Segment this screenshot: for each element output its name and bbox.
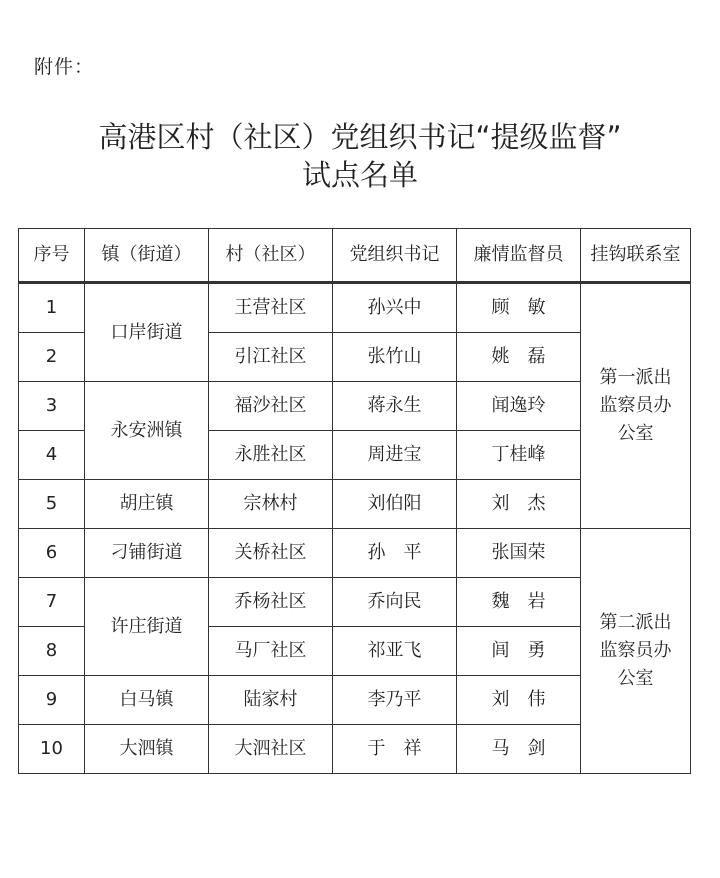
- pilot-list-table: [18, 228, 691, 774]
- village-cell: 乔杨社区: [209, 578, 333, 627]
- secretary-cell: 张竹山: [333, 333, 457, 382]
- town-cell: 白马镇: [85, 676, 209, 725]
- village-cell: 王营社区: [209, 283, 333, 333]
- table-row: [19, 283, 691, 333]
- serial-number-cell: 5: [19, 480, 85, 529]
- supervisor-cell: 丁桂峰: [457, 431, 581, 480]
- supervisor-cell: 魏 岩: [457, 578, 581, 627]
- village-cell: 福沙社区: [209, 382, 333, 431]
- village-cell: 马厂社区: [209, 627, 333, 676]
- serial-number-cell: 9: [19, 676, 85, 725]
- secretary-cell: 李乃平: [333, 676, 457, 725]
- town-cell: 许庄街道: [85, 578, 209, 676]
- town-cell: 刁铺街道: [85, 529, 209, 578]
- supervisor-cell: 刘 杰: [457, 480, 581, 529]
- serial-number-cell: 2: [19, 333, 85, 382]
- office-line: 公室: [617, 668, 654, 689]
- liaison-office-cell: [581, 283, 691, 529]
- town-cell: 胡庄镇: [85, 480, 209, 529]
- header-liaison-office: 挂钩联系室: [581, 229, 691, 283]
- header-village: 村（社区）: [209, 229, 333, 283]
- header-integrity-supervisor: 廉情监督员: [457, 229, 581, 283]
- office-line: 监察员办: [599, 640, 672, 661]
- secretary-cell: 乔向民: [333, 578, 457, 627]
- village-cell: 陆家村: [209, 676, 333, 725]
- office-line: 第一派出: [599, 367, 672, 388]
- secretary-cell: 蒋永生: [333, 382, 457, 431]
- supervisor-cell: 马 剑: [457, 725, 581, 774]
- supervisor-cell: 顾 敏: [457, 283, 581, 333]
- supervisor-cell: 张国荣: [457, 529, 581, 578]
- serial-number-cell: 6: [19, 529, 85, 578]
- header-town: 镇（街道）: [85, 229, 209, 283]
- document-title-line-2: 试点名单: [301, 158, 418, 192]
- village-cell: 永胜社区: [209, 431, 333, 480]
- serial-number-cell: 4: [19, 431, 85, 480]
- town-cell: 大泗镇: [85, 725, 209, 774]
- serial-number-cell: 10: [19, 725, 85, 774]
- serial-number-cell: 7: [19, 578, 85, 627]
- header-serial-number: 序号: [19, 229, 85, 283]
- supervisor-cell: 闻逸玲: [457, 382, 581, 431]
- secretary-cell: 孙 平: [333, 529, 457, 578]
- attachment-label: 附件：: [34, 56, 95, 78]
- town-cell: 口岸街道: [85, 283, 209, 382]
- serial-number-cell: 8: [19, 627, 85, 676]
- liaison-office-cell: [581, 529, 691, 774]
- secretary-cell: 于 祥: [333, 725, 457, 774]
- document-title-line-1: 高港区村（社区）党组织书记“提级监督”: [98, 120, 622, 154]
- supervisor-cell: 刘 伟: [457, 676, 581, 725]
- table-row: [19, 529, 691, 578]
- office-line: 公室: [617, 423, 654, 444]
- village-cell: 关桥社区: [209, 529, 333, 578]
- supervisor-cell: 闾 勇: [457, 627, 581, 676]
- serial-number-cell: 1: [19, 283, 85, 333]
- header-party-secretary: 党组织书记: [333, 229, 457, 283]
- secretary-cell: 刘伯阳: [333, 480, 457, 529]
- supervisor-cell: 姚 磊: [457, 333, 581, 382]
- secretary-cell: 孙兴中: [333, 283, 457, 333]
- table-header-row: [19, 229, 691, 283]
- village-cell: 宗林村: [209, 480, 333, 529]
- office-line: 第二派出: [599, 612, 672, 633]
- office-line: 监察员办: [599, 395, 672, 416]
- secretary-cell: 周进宝: [333, 431, 457, 480]
- village-cell: 引江社区: [209, 333, 333, 382]
- town-cell: 永安洲镇: [85, 382, 209, 480]
- serial-number-cell: 3: [19, 382, 85, 431]
- secretary-cell: 祁亚飞: [333, 627, 457, 676]
- village-cell: 大泗社区: [209, 725, 333, 774]
